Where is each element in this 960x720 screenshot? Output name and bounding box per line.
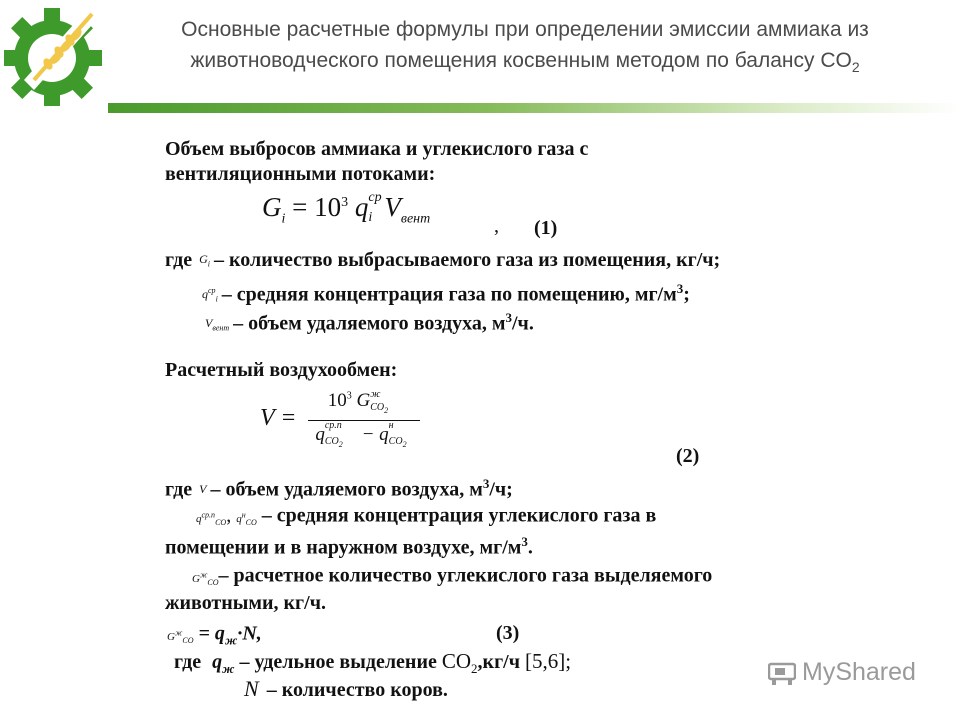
s2-def2-text: – средняя концентрация углекислого газа в	[261, 504, 657, 527]
def2-symbol-main: q	[202, 286, 208, 301]
f3-rhs-sub: ж	[224, 632, 238, 648]
s2-def2-symbol-b	[236, 510, 257, 527]
s2-def4-co2: CO	[441, 649, 472, 673]
s2-def2-line2	[165, 530, 533, 560]
s2-def5-line	[244, 677, 448, 702]
watermark-text: MyShared	[802, 658, 916, 686]
s2-def5-text: – количество коров.	[266, 679, 448, 701]
section2-heading: Расчетный воздухообмен:	[165, 359, 398, 381]
title-co2-subscript: 2	[851, 59, 860, 76]
s2-def1-line	[165, 472, 513, 502]
s2-def2-a-main: q	[196, 512, 202, 525]
s2-def3-line2: животными, кг/ч.	[165, 592, 326, 614]
equation-number-1: (1)	[534, 217, 558, 239]
f2-den-q2-sub	[389, 436, 407, 449]
projector-icon	[768, 660, 796, 686]
f1-q-sup: ср	[368, 190, 382, 205]
f2-den-q2-sub-main: CO	[388, 436, 403, 447]
f2-den-q1-sub2: 2	[338, 440, 343, 449]
f2-lhs: V =	[260, 405, 297, 431]
def3-text: – объем удаляемого воздуха, м	[233, 312, 506, 335]
s2-def4-symbol: q	[212, 651, 223, 673]
title-line-2	[110, 45, 940, 83]
s2-def3-text: – расчетное количество углекислого газа выделяемого	[218, 564, 713, 587]
s2-def4-tail: ,кг/ч	[477, 651, 520, 673]
s2-def1-symbol: V	[199, 481, 207, 496]
header-divider-bar	[108, 103, 960, 113]
f1-v-sub: вент	[400, 211, 431, 227]
f2-num-g-sub2: 2	[384, 406, 389, 415]
f2-den-q1-sub-main: CO	[324, 436, 339, 447]
def2-symbol-sup: ср	[208, 285, 216, 295]
f2-num-pow: 3	[346, 390, 352, 402]
def3-line	[203, 306, 534, 340]
f2-den-q2-sub2: 2	[402, 440, 407, 449]
def1-symbol-sub: i	[207, 259, 210, 269]
f1-comma: ,	[494, 215, 499, 237]
f1-eq: = 10	[285, 192, 342, 222]
s2-def4-ref: [5,6];	[525, 649, 572, 673]
s2-def2-b-sup: н	[241, 510, 246, 519]
s2-def5-symbol: N	[244, 676, 259, 701]
f2-num-g-sub	[370, 402, 388, 415]
def2-unit-pow: 3	[676, 281, 684, 296]
s2-def4-symbol-sub: ж	[222, 661, 235, 676]
f3-symbol-sup: ж	[174, 628, 183, 637]
def1-symbol	[199, 252, 210, 269]
s2-def1-unit-pow: 3	[482, 476, 490, 491]
f2-den-q1-sup: ср.п	[324, 420, 342, 431]
s2-def2-b-main: q	[236, 512, 242, 525]
f1-q-sub: i	[368, 210, 373, 225]
s2-def2-end: .	[527, 536, 533, 559]
s2-def1-text: – объем удаляемого воздуха, м	[210, 478, 483, 501]
def3-symbol-sub: вент	[212, 323, 230, 333]
f3-symbol-sub: CO	[182, 635, 194, 645]
s2-def3-main: G	[192, 572, 200, 585]
f3-symbol	[167, 628, 194, 645]
s2-def2-a-sup: ср.п	[201, 510, 216, 519]
s2-def2-a-sub: CO	[215, 517, 227, 527]
f2-num-g-scripts	[370, 388, 398, 415]
f2-num-g-sub-main: CO	[370, 402, 385, 413]
title-line-2-text: животноводческого помещения косвенным методом по балансу CO	[190, 49, 852, 72]
f2-num-g-sup: ж	[370, 388, 381, 400]
f2-denominator	[308, 420, 420, 449]
def1-text: – количество выбрасываемого газа из помещения, кг/ч;	[214, 249, 721, 271]
s2-def2-line2-text: помещении и в наружном воздухе, мг/м	[165, 536, 522, 559]
slide-title	[110, 14, 940, 83]
f3-rhs: = q	[198, 622, 225, 645]
equation-number-3: (3)	[496, 622, 520, 644]
equation-number-2: (2)	[676, 445, 700, 467]
f3-symbol-main: G	[167, 630, 175, 643]
s2-def4-co2-sub: 2	[471, 661, 478, 676]
formula-2-fraction	[308, 388, 422, 460]
f1-v: V	[384, 192, 401, 222]
s2-def3-sub: CO	[207, 577, 219, 587]
f2-num-pre: 10	[327, 390, 347, 411]
f2-den-q2-sup: н	[388, 420, 394, 431]
where-label-1: где	[165, 249, 193, 271]
f2-den-q1-scripts	[324, 420, 357, 449]
def2-symbol-sub: i	[215, 294, 218, 304]
s2-def1-end: /ч;	[489, 478, 513, 501]
def1-symbol-main: G	[199, 252, 208, 266]
def3-symbol-main: V	[205, 315, 213, 330]
f2-den-q2-scripts	[388, 420, 413, 449]
f2-num-g: G	[351, 390, 371, 411]
def2-symbol	[202, 285, 218, 304]
title-line-1: Основные расчетные формулы при определении эмиссии аммиака из	[181, 18, 869, 41]
f2-den-q1-sub	[325, 436, 343, 449]
def1-line	[165, 247, 720, 276]
myshared-watermark	[768, 658, 916, 687]
s2-def2-b-sub: CO	[245, 517, 257, 527]
where-label-2: где	[165, 478, 193, 501]
f1-q-scripts	[368, 190, 384, 225]
s2-def3-sup: ж	[199, 570, 208, 579]
f1-q: q	[348, 192, 369, 222]
s2-def4-text: – удельное выделение	[239, 651, 437, 673]
f2-numerator	[308, 388, 418, 415]
s2-def2-unit-pow: 3	[521, 534, 528, 549]
logo-gear-wheat	[4, 2, 104, 106]
formula-1	[262, 192, 430, 227]
s2-def2-symbol-a	[196, 510, 227, 527]
where-label-3: где	[174, 651, 202, 673]
f1-lhs-sub: i	[281, 211, 286, 227]
f1-pow: 3	[341, 195, 349, 210]
s2-def3-symbol	[192, 570, 219, 587]
f2-den-minus: − q	[356, 424, 389, 445]
f3-rest: ·N,	[237, 622, 262, 645]
def2-end: ;	[683, 283, 690, 306]
section1-heading-line1: Объем выбросов аммиака и углекислого газа с	[165, 138, 589, 160]
f1-lhs: G	[262, 192, 282, 222]
s2-def2-sep: ,	[226, 504, 232, 527]
def3-end: /ч.	[512, 312, 534, 335]
def3-unit-pow: 3	[505, 310, 512, 325]
section1-heading-line2: вентиляционными потоками:	[165, 163, 436, 185]
f2-den-q1: q	[315, 424, 325, 445]
def3-symbol	[205, 315, 230, 333]
def2-text: – средняя концентрация газа по помещению, мг/м	[221, 283, 677, 306]
